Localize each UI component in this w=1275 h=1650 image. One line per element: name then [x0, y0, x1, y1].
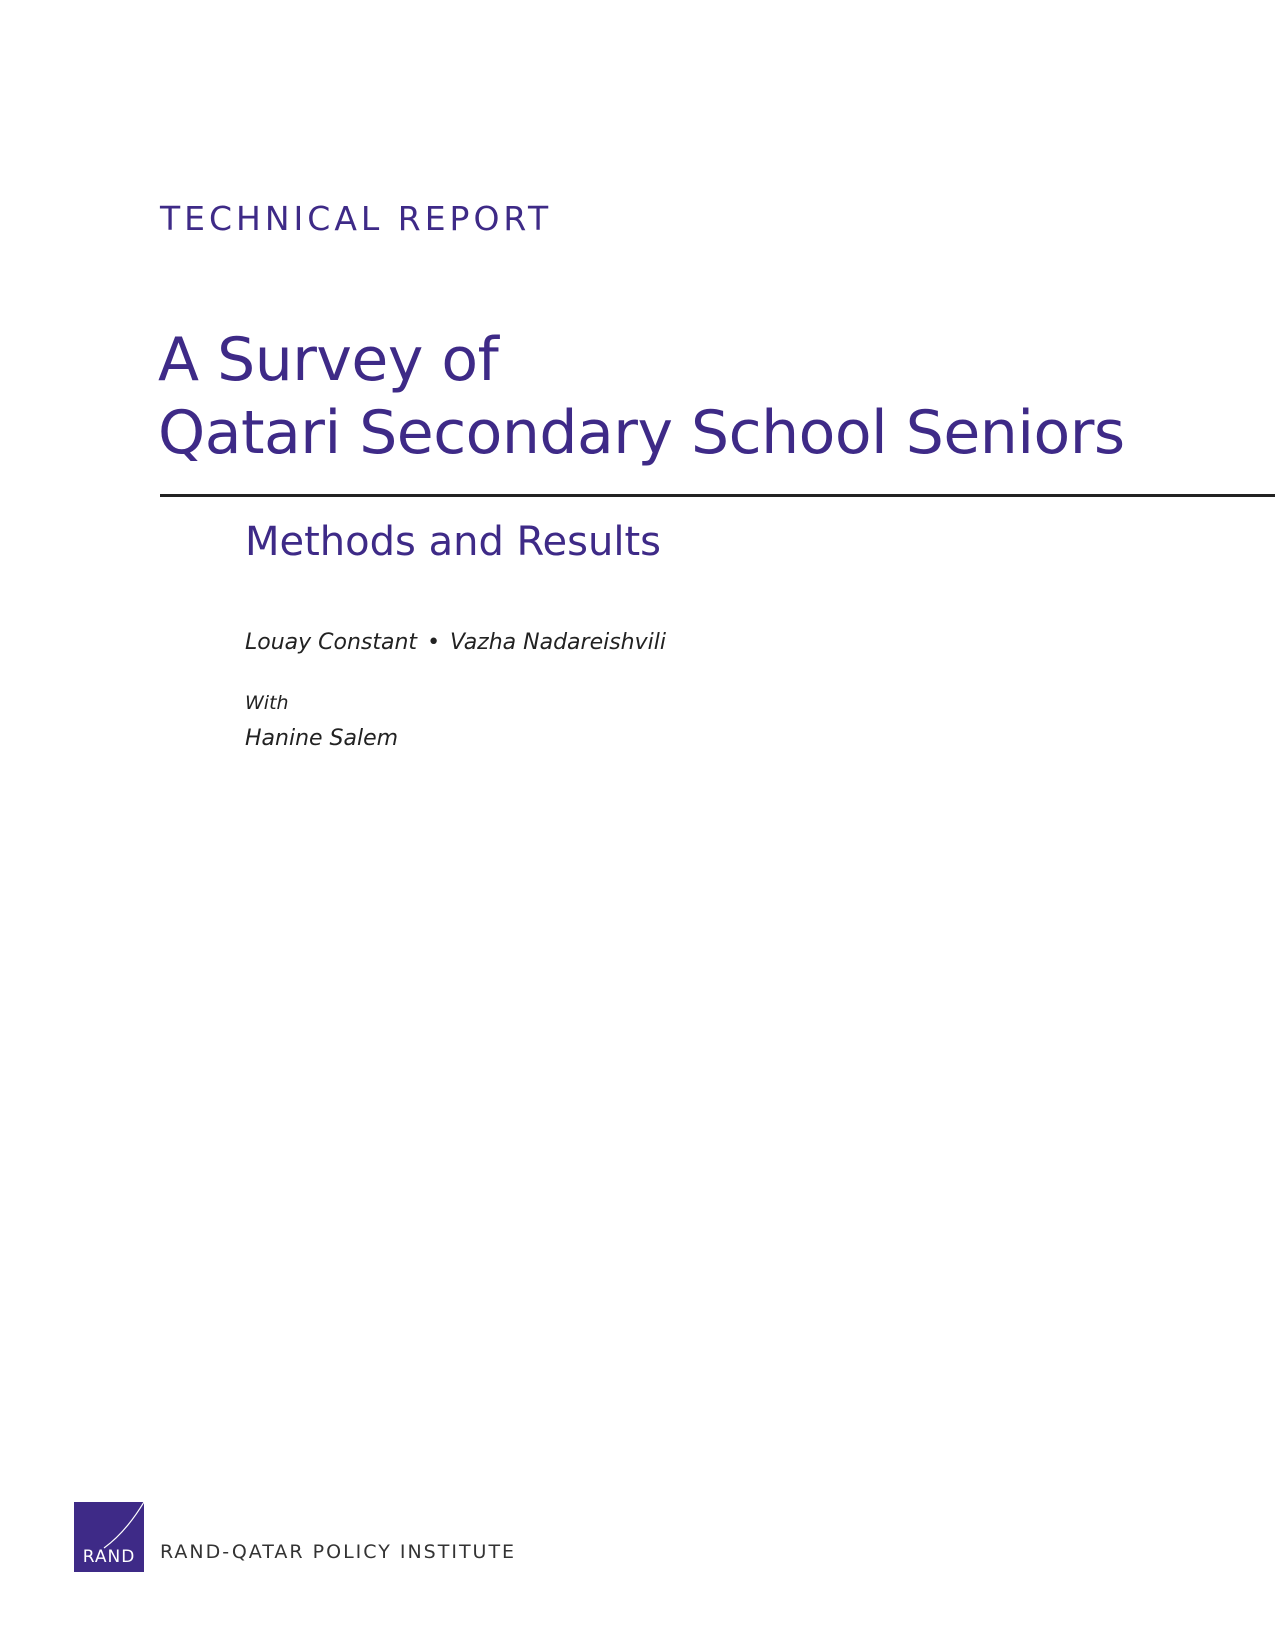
logo-text: RAND	[82, 1547, 136, 1567]
with-label: With	[245, 692, 289, 714]
author-separator: •	[427, 630, 441, 655]
report-type-label: TECHNICAL REPORT	[160, 199, 553, 238]
author-name: Vazha Nadareishvili	[450, 630, 666, 655]
author-list	[245, 632, 666, 654]
title-line-1: A Survey of	[158, 325, 499, 395]
author-name: Louay Constant	[245, 630, 418, 655]
institute-name: RAND-QATAR POLICY INSTITUTE	[160, 1541, 517, 1563]
title-line-2: Qatari Secondary School Seniors	[158, 398, 1125, 468]
subtitle: Methods and Results	[245, 519, 661, 565]
title-divider	[160, 494, 1275, 497]
rand-logo	[74, 1502, 144, 1572]
contributor-name: Hanine Salem	[245, 726, 399, 751]
